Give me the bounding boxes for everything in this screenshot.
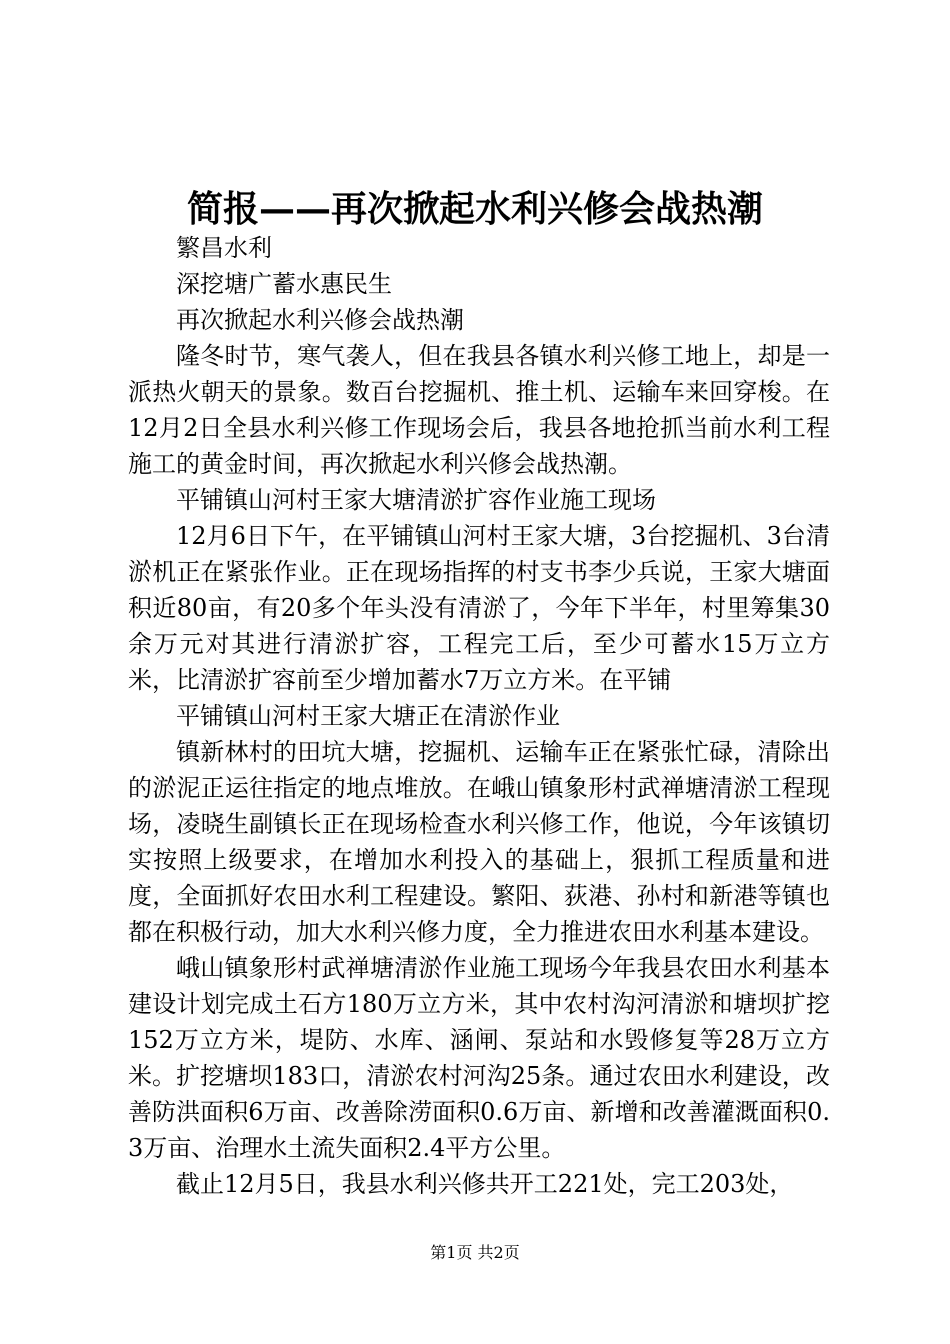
paragraph-headline: 再次掀起水利兴修会战热潮 — [176, 306, 464, 334]
paragraph-subtitle: 深挖塘广蓄水惠民生 — [176, 270, 392, 298]
paragraph-source: 繁昌水利 — [176, 234, 272, 262]
paragraph: 隆冬时节，寒气袭人，但在我县各镇水利兴修工地上，却是一派热火朝天的景象。数百台挖掘机、推土机、运输车来回穿梭。在12月2日全县水利兴修工作现场会后，我县各地抢抓当前水利工程施工的黄金时间，再次掀起水利兴修会战热潮。 — [128, 342, 830, 478]
photo-caption: 平铺镇山河村王家大塘正在清淤作业 — [176, 702, 560, 730]
paragraph: 截止12月5日，我县水利兴修共开工221处，完工203处， — [176, 1170, 794, 1198]
paragraph: 峨山镇象形村武禅塘清淤作业施工现场今年我县农田水利基本建设计划完成土石方180万立方米，其中农村沟河清淤和塘坝扩挖152万立方米，堤防、水库、涵闸、泵站和水毁修复等28万立方米。扩挖塘坝183口，清淤农村河沟25条。通过农田水利建设，改善防洪面积6万亩、改善除涝面积0.6万亩、新增和改善灌溉面积0.3万亩、治理水土流失面积2.4平方公里。 — [128, 954, 830, 1162]
photo-caption: 平铺镇山河村王家大塘清淤扩容作业施工现场 — [176, 486, 656, 514]
paragraph: 12月6日下午，在平铺镇山河村王家大塘，3台挖掘机、3台清淤机正在紧张作业。正在现场指挥的村支书李少兵说，王家大塘面积近80亩，有20多个年头没有清淤了，今年下半年，村里筹集30余万元对其进行清淤扩容，工程完工后，至少可蓄水15万立方米，比清淤扩容前至少增加蓄水7万立方米。在平铺 — [128, 522, 830, 694]
paragraph: 镇新林村的田坑大塘，挖掘机、运输车正在紧张忙碌，清除出的淤泥正运往指定的地点堆放。在峨山镇象形村武禅塘清淤工程现场，凌晓生副镇长正在现场检查水利兴修工作，他说，今年该镇切实按照上级要求，在增加水利投入的基础上，狠抓工程质量和进度，全面抓好农田水利工程建设。繁阳、荻港、孙村和新港等镇也都在积极行动，加大水利兴修力度，全力推进农田水利基本建设。 — [128, 738, 830, 946]
document-body — [128, 230, 830, 1202]
document-title: 简报——再次掀起水利兴修会战热潮 — [186, 188, 763, 230]
page-footer: 第1页 共2页 — [430, 1243, 520, 1262]
